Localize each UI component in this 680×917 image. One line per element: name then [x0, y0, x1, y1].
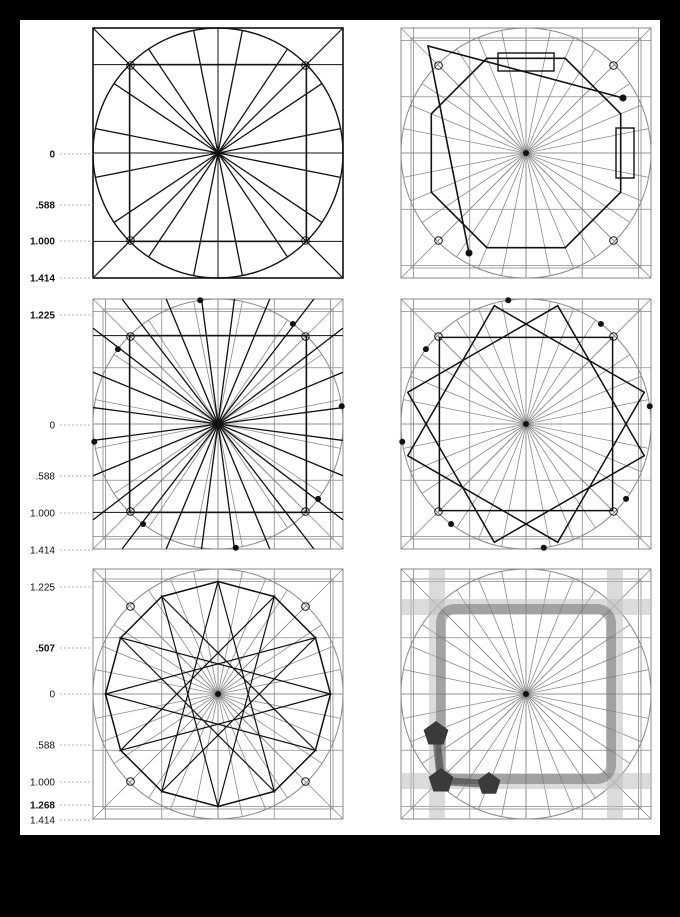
diagram-panel-6	[401, 569, 651, 819]
axis-label: 1.000	[29, 777, 55, 789]
axis-label: 1.414	[29, 273, 55, 285]
axis-label: .507	[35, 643, 55, 655]
circle-point	[115, 346, 121, 352]
axis-label: 1.414	[29, 545, 55, 557]
circle-point	[448, 521, 454, 527]
circle-point	[233, 545, 239, 551]
center-dot	[215, 421, 221, 427]
circle-point	[598, 321, 604, 327]
center-dot	[215, 691, 221, 697]
axis-label: 1.268	[29, 800, 55, 812]
diagram-panel-3	[91, 297, 344, 550]
axis-label: 1.000	[29, 508, 55, 520]
axis-label: 1.414	[29, 815, 55, 827]
path-node	[620, 95, 627, 102]
diagram-panel-2	[401, 28, 651, 278]
center-dot	[523, 691, 529, 697]
circle-point	[91, 439, 97, 445]
axis-label: 1.225	[29, 310, 55, 322]
circle-point	[290, 321, 296, 327]
circle-point	[399, 439, 405, 445]
center-dot	[523, 421, 529, 427]
circle-point	[197, 297, 203, 303]
circle-point	[647, 403, 653, 409]
axis-label: 1.225	[29, 582, 55, 594]
axis-label: 0	[49, 689, 55, 701]
axis-label: .588	[35, 471, 55, 483]
axis-label: 0	[49, 149, 55, 161]
circle-point	[505, 297, 511, 303]
page-background	[20, 20, 660, 835]
center-dot	[215, 150, 221, 156]
diagram-panel-4	[399, 297, 652, 550]
diagram-panel-1	[93, 28, 343, 278]
center-dot	[523, 150, 529, 156]
circle-point	[140, 521, 146, 527]
axis-label: 1.000	[29, 236, 55, 248]
axis-label: .588	[35, 200, 55, 212]
circle-point	[339, 403, 345, 409]
axis-label: .588	[35, 740, 55, 752]
circle-point	[315, 496, 321, 502]
diagram-panel-5	[93, 569, 343, 819]
circle-point	[423, 346, 429, 352]
axis-label: 0	[49, 420, 55, 432]
circle-point	[623, 496, 629, 502]
circle-point	[541, 545, 547, 551]
path-node	[466, 250, 473, 257]
